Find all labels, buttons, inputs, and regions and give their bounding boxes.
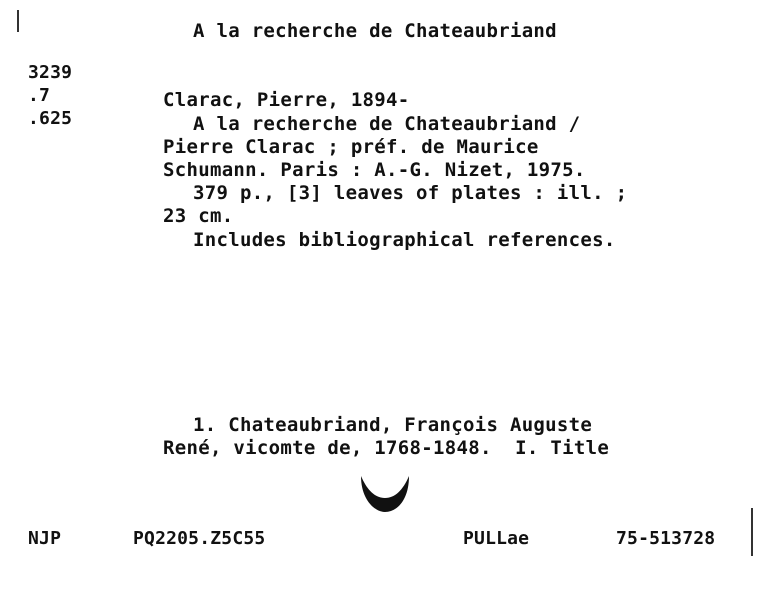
call-number-line-2: .7 <box>28 85 51 106</box>
library-code: NJP <box>28 528 62 549</box>
title-statement: A la recherche de Chateaubriand / <box>193 113 581 135</box>
right-edge-mark <box>751 508 753 556</box>
subject-tracing-1: 1. Chateaubriand, François Auguste <box>193 414 593 436</box>
punch-hole-icon <box>355 470 415 520</box>
imprint-line: Schumann. Paris : A.-G. Nizet, 1975. <box>163 159 586 181</box>
left-edge-mark <box>17 10 19 32</box>
card-heading: A la recherche de Chateaubriand <box>193 20 557 42</box>
notes-line: Includes bibliographical references. <box>193 229 616 251</box>
collation-line: 379 p., [3] leaves of plates : ill. ; <box>193 182 628 204</box>
collation-size: 23 cm. <box>163 205 234 227</box>
cataloger-code: PULLae <box>463 528 530 549</box>
card-number: 75-513728 <box>616 528 716 549</box>
main-entry: Clarac, Pierre, 1894- <box>163 89 410 111</box>
call-number-line-1: 3239 <box>28 62 73 83</box>
call-number-line-3: .625 <box>28 108 73 129</box>
lc-call-number: PQ2205.Z5C55 <box>133 528 266 549</box>
responsibility-line: Pierre Clarac ; préf. de Maurice <box>163 136 539 158</box>
subject-tracing-2: René, vicomte de, 1768-1848. I. Title <box>163 437 610 459</box>
